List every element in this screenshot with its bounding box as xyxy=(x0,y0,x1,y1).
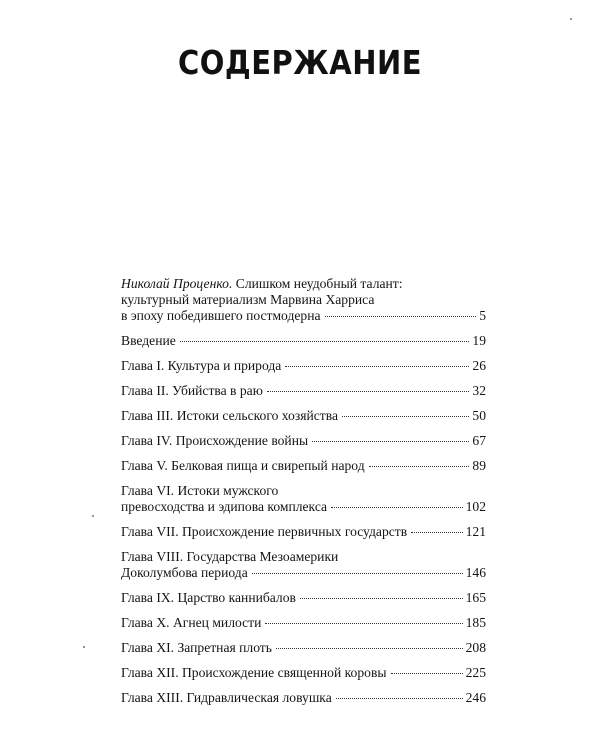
toc-entry-page: 32 xyxy=(472,383,486,398)
dot-leader xyxy=(300,598,463,599)
toc-entry-title-line: Глава XI. Запретная плоть xyxy=(121,640,272,655)
toc-entry-page: 102 xyxy=(465,499,486,514)
dot-leader xyxy=(336,698,463,699)
toc-entry-title-line: Глава II. Убийства в раю xyxy=(121,383,263,398)
toc-entry xyxy=(121,483,486,515)
toc-entry-title-line: Глава I. Культура и природа xyxy=(121,358,282,373)
toc-entry-title-line: Глава IX. Царство каннибалов xyxy=(121,590,296,605)
dot-leader xyxy=(252,573,463,574)
toc-entry-title-line: Глава VII. Происхождение первичных государств xyxy=(121,524,408,539)
toc-entry-page: 208 xyxy=(465,640,486,655)
toc-entry xyxy=(121,333,486,349)
toc-entry-title-line: Глава V. Белковая пища и свирепый народ xyxy=(121,458,365,473)
toc-entry-title-line: Глава III. Истоки сельского хозяйства xyxy=(121,408,339,423)
dot-leader xyxy=(325,316,477,317)
toc-entry-title-line: Глава X. Агнец милости xyxy=(121,615,262,630)
toc-entry-title-line: Глава VI. Истоки мужского xyxy=(121,483,279,498)
toc-entry-page: 121 xyxy=(465,524,486,539)
toc-entry-page: 26 xyxy=(472,358,486,373)
toc-entry-page: 225 xyxy=(465,665,486,680)
scan-speck xyxy=(92,515,94,517)
dot-leader xyxy=(391,673,463,674)
toc-entry-page: 19 xyxy=(472,333,486,348)
toc-entry-intro-essay xyxy=(121,276,486,324)
toc-entry xyxy=(121,590,486,606)
dot-leader xyxy=(411,532,462,533)
toc-entry-title-line: Глава IV. Происхождение войны xyxy=(121,433,309,448)
dot-leader xyxy=(265,623,462,624)
scan-speck xyxy=(83,646,85,648)
toc-entry-page: 185 xyxy=(465,615,486,630)
toc-entry xyxy=(121,549,486,581)
contents-heading: СОДЕРЖАНИЕ xyxy=(177,43,423,83)
toc-entry xyxy=(121,524,486,540)
toc-entry-page: 246 xyxy=(465,690,486,705)
toc-entry-author: Николай Проценко. xyxy=(121,276,233,291)
toc-entry-title-line: культурный материализм Марвина Харриса xyxy=(121,292,375,307)
dot-leader xyxy=(312,441,469,442)
dot-leader xyxy=(331,507,463,508)
dot-leader xyxy=(342,416,469,417)
toc-entry xyxy=(121,408,486,424)
toc-entry-title-line: в эпоху победившего постмодерна xyxy=(121,308,321,323)
toc-entry-title-line: Доколумбова периода xyxy=(121,565,248,580)
toc-entry-page: 5 xyxy=(479,308,486,323)
toc-entry xyxy=(121,383,486,399)
toc-entry-page: 165 xyxy=(465,590,486,605)
table-of-contents xyxy=(121,276,486,715)
toc-entry xyxy=(121,433,486,449)
toc-entry xyxy=(121,615,486,631)
toc-entry-title-line: Глава XIII. Гидравлическая ловушка xyxy=(121,690,332,705)
scan-speck xyxy=(570,18,572,20)
toc-entry xyxy=(121,690,486,706)
toc-entry-title-line: Слишком неудобный талант: xyxy=(235,276,403,291)
toc-entry xyxy=(121,640,486,656)
toc-entry-title-line: Глава XII. Происхождение священной коровы xyxy=(121,665,387,680)
dot-leader xyxy=(180,341,470,342)
toc-entry-page: 89 xyxy=(472,458,486,473)
dot-leader xyxy=(267,391,470,392)
toc-entry-title-line: Глава VIII. Государства Мезоамерики xyxy=(121,549,339,564)
dot-leader xyxy=(276,648,463,649)
toc-entry-title-line: превосходства и эдипова комплекса xyxy=(121,499,328,514)
toc-entry-page: 67 xyxy=(472,433,486,448)
toc-entry-page: 146 xyxy=(465,565,486,580)
dot-leader xyxy=(285,366,469,367)
toc-entry xyxy=(121,358,486,374)
toc-entry-title-line: Введение xyxy=(121,333,176,348)
toc-entry-page: 50 xyxy=(472,408,486,423)
toc-entry xyxy=(121,458,486,474)
dot-leader xyxy=(369,466,470,467)
toc-entry xyxy=(121,665,486,681)
